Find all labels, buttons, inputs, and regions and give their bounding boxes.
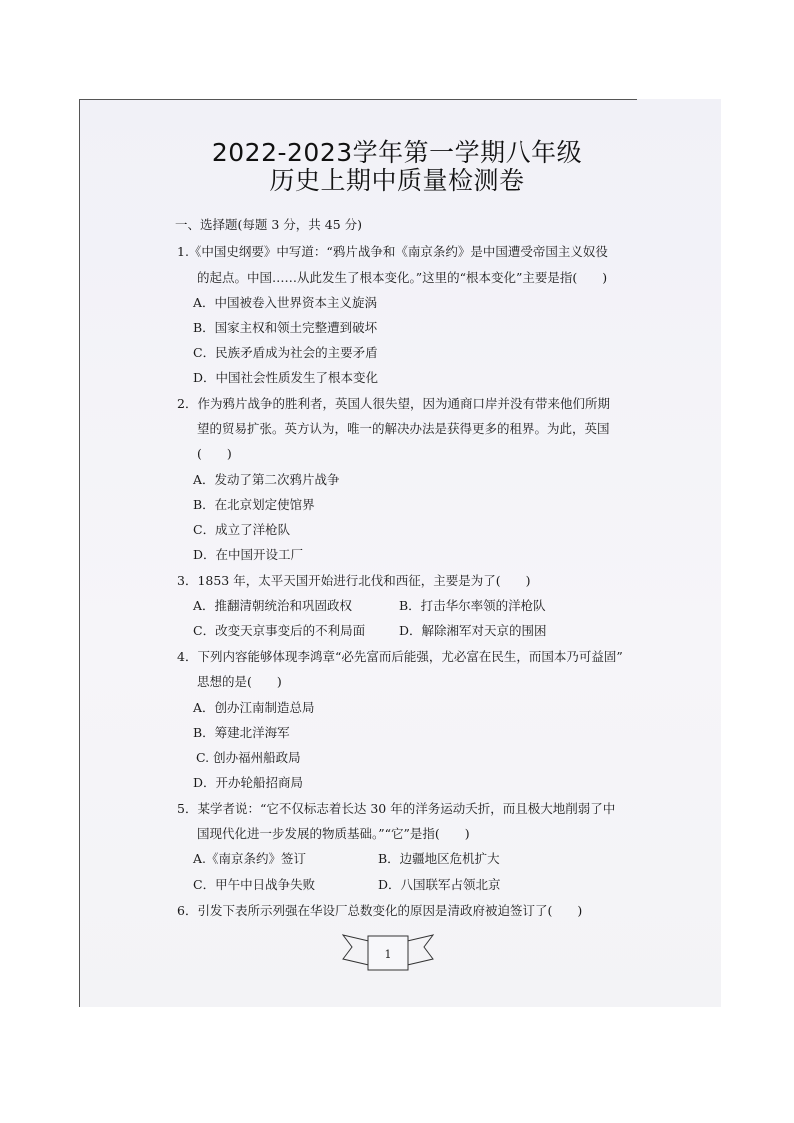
q2-stem-line3: ( ) (197, 446, 232, 461)
sheet-left-edge (79, 99, 80, 1007)
exam-title-line2: 历史上期中质量检测卷 (269, 166, 525, 195)
q2-stem-line2: 望的贸易扩张。英方认为，唯一的解决办法是获得更多的租界。为此，英国 (197, 421, 610, 436)
page-number: 1 (384, 948, 392, 961)
q2-stem-line1: 2．作为鸦片战争的胜利者，英国人很失望，因为通商口岸并没有带来他们所期 (177, 396, 610, 411)
q2-option-a[interactable]: A．发动了第二次鸦片战争 (193, 472, 340, 487)
q4-option-d[interactable]: D．开办轮船招商局 (193, 775, 304, 790)
q5-option-d[interactable]: D．八国联军占领北京 (378, 877, 501, 892)
q1-stem-line2: 的起点。中国……从此发生了根本变化。”这里的“根本变化”主要是指( ) (197, 270, 608, 285)
q4-stem-line1: 4．下列内容能够体现李鸿章“必先富而后能强，尤必富在民生，而国本乃可益固” (177, 649, 623, 664)
q2-option-d[interactable]: D．在中国开设工厂 (193, 547, 304, 562)
q5-option-a[interactable]: A.《南京条约》签订 (193, 851, 307, 866)
q3-option-c[interactable]: C．改变天京事变后的不利局面 (193, 623, 366, 638)
q4-stem-line2: 思想的是( ) (197, 674, 282, 689)
q3-stem: 3．1853 年，太平天国开始进行北伐和西征，主要是为了( ) (177, 573, 531, 588)
q4-option-b[interactable]: B．筹建北洋海军 (193, 725, 290, 740)
q4-option-c[interactable]: C. 创办福州船政局 (196, 750, 301, 765)
q1-option-c[interactable]: C．民族矛盾成为社会的主要矛盾 (193, 345, 378, 360)
q3-option-d[interactable]: D．解除湘军对天京的围困 (399, 623, 547, 638)
q1-option-a[interactable]: A．中国被卷入世界资本主义旋涡 (193, 295, 378, 310)
q6-stem: 6．引发下表所示列强在华设厂总数变化的原因是清政府被迫签订了( ) (177, 903, 583, 918)
q5-stem-line1: 5．某学者说：“它不仅标志着长达 30 年的洋务运动夭折，而且极大地削弱了中 (177, 801, 616, 816)
q3-option-a[interactable]: A．推翻清朝统治和巩固政权 (193, 598, 353, 613)
exam-title-line1: 2022-2023学年第一学期八年级 (211, 138, 583, 167)
q1-option-d[interactable]: D．中国社会性质发生了根本变化 (193, 370, 379, 385)
q2-option-b[interactable]: B．在北京划定使馆界 (193, 497, 315, 512)
q5-option-b[interactable]: B．边疆地区危机扩大 (378, 851, 500, 866)
paper-sheet (79, 99, 721, 1007)
q2-option-c[interactable]: C．成立了洋枪队 (193, 522, 291, 537)
q3-option-b[interactable]: B．打击华尔率领的洋枪队 (399, 598, 546, 613)
q1-option-b[interactable]: B．国家主权和领土完整遭到破坏 (193, 320, 378, 335)
section-heading: 一、选择题(每题 3 分，共 45 分) (175, 217, 363, 232)
q1-stem-line1: 1.《中国史纲要》中写道：“鸦片战争和《南京条约》是中国遭受帝国主义奴役 (177, 244, 608, 259)
page-number-ribbon (342, 928, 434, 972)
q4-option-a[interactable]: A．创办江南制造总局 (193, 700, 315, 715)
q5-stem-line2: 国现代化进一步发展的物质基础。”“它”是指( ) (197, 826, 470, 841)
sheet-top-edge (79, 99, 637, 100)
q5-option-c[interactable]: C．甲午中日战争失败 (193, 877, 316, 892)
